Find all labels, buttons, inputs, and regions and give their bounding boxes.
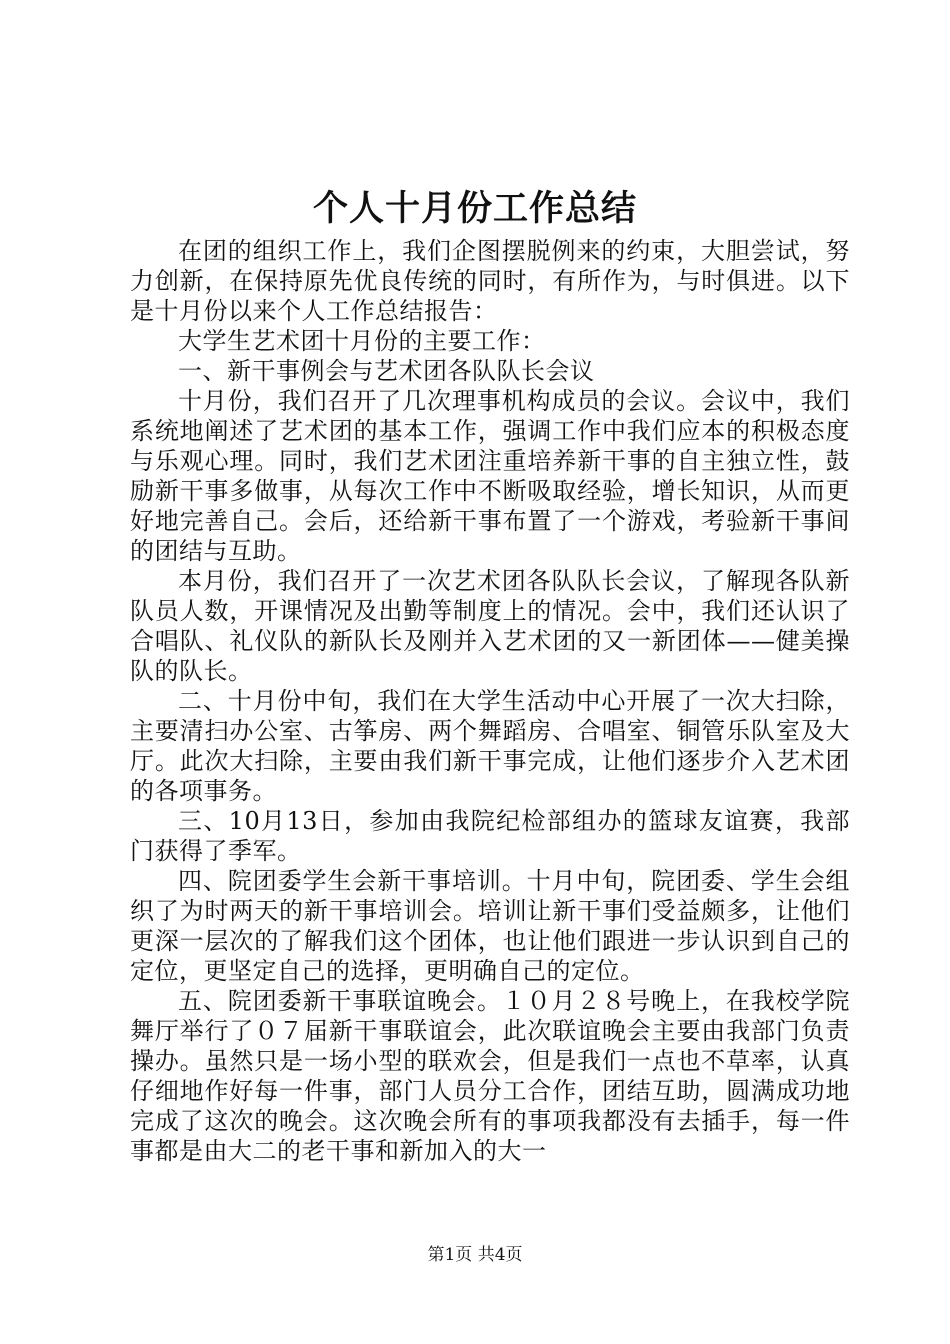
- page-number-footer: 第1页 共4页: [427, 1245, 523, 1265]
- section-heading: 一、新干事例会与艺术团各队队长会议: [178, 357, 595, 385]
- paragraph: 本月份，我们召开了一次艺术团各队队长会议，了解现各队新队员人数，开课情况及出勤等制度上的情况。会中，我们还认识了合唱队、礼仪队的新队长及刚并入艺术团的又一新团体——健美操队的队长。: [130, 567, 850, 685]
- document-title: 个人十月份工作总结: [312, 188, 637, 229]
- paragraph: 在团的组织工作上，我们企图摆脱例来的约束，大胆尝试，努力创新，在保持原先优良传统的同时，有所作为，与时俱进。以下是十月份以来个人工作总结报告：: [130, 237, 850, 325]
- paragraph: 五、院团委新干事联谊晚会。１０月２８号晚上，在我校学院舞厅举行了０７届新干事联谊会，此次联谊晚会主要由我部门负责操办。虽然只是一场小型的联欢会，但是我们一点也不草率，认真仔细地作好每一件事，部门人员分工合作，团结互助，圆满成功地完成了这次的晚会。这次晚会所有的事项我都没有去插手，每一件事都是由大二的老干事和新加入的大一: [130, 987, 850, 1165]
- paragraph: 三、10月13日，参加由我院纪检部组办的篮球友谊赛，我部门获得了季军。: [130, 807, 850, 865]
- paragraph: 大学生艺术团十月份的主要工作：: [178, 327, 546, 355]
- document-body: [130, 236, 850, 1166]
- paragraph: 二、十月份中旬，我们在大学生活动中心开展了一次大扫除，主要清扫办公室、古筝房、两个舞蹈房、合唱室、铜管乐队室及大厅。此次大扫除，主要由我们新干事完成，让他们逐步介入艺术团的各项事务。: [130, 687, 850, 805]
- paragraph: 四、院团委学生会新干事培训。十月中旬，院团委、学生会组织了为时两天的新干事培训会。培训让新干事们受益颇多，让他们更深一层次的了解我们这个团体，也让他们跟进一步认识到自己的定位，更坚定自己的选择，更明确自己的定位。: [130, 867, 850, 985]
- paragraph: 十月份，我们召开了几次理事机构成员的会议。会议中，我们系统地阐述了艺术团的基本工作，强调工作中我们应本的积极态度与乐观心理。同时，我们艺术团注重培养新干事的自主独立性，鼓励新干事多做事，从每次工作中不断吸取经验，增长知识，从而更好地完善自己。会后，还给新干事布置了一个游戏，考验新干事间的团结与互助。: [130, 387, 850, 565]
